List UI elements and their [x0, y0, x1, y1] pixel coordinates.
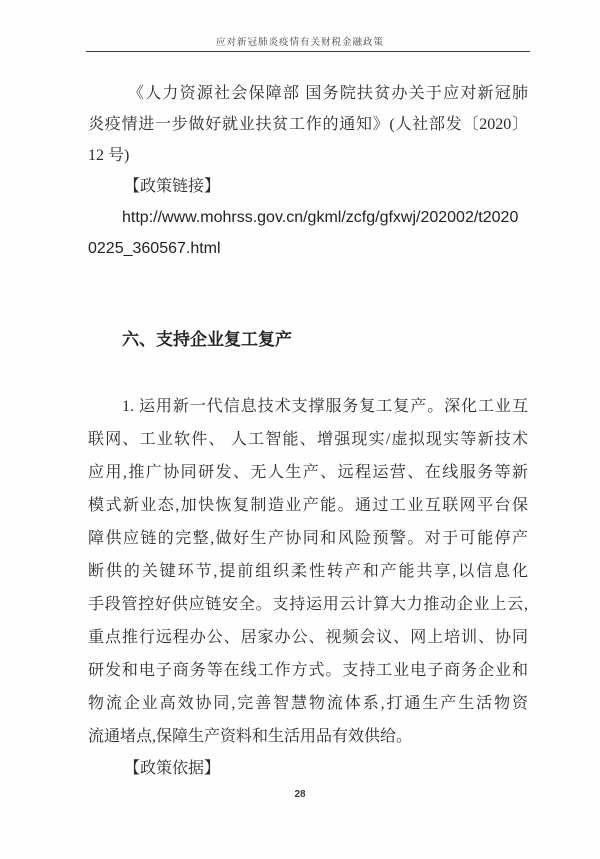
body-paragraph-line: 联网、工业软件、 人工智能、增强现实/虚拟现实等新技术 [88, 431, 528, 448]
header-rule [86, 51, 530, 52]
body-paragraph-line: 1. 运用新一代信息技术支撑服务复工复产。深化工业互 [122, 398, 528, 415]
notice-title-line: 12 号) [88, 147, 130, 164]
body-paragraph-line: 应用,推广协同研发、无人生产、远程运营、在线服务等新 [88, 464, 528, 481]
policy-link-label: 【政策链接】 [124, 178, 221, 195]
notice-title-line: 炎疫情进一步做好就业扶贫工作的通知》(人社部发〔2020〕 [88, 116, 528, 133]
page-header-title: 应对新冠肺炎疫情有关财税金融政策 [215, 38, 384, 48]
body-paragraph-line: 障供应链的完整,做好生产协同和风险预警。对于可能停产 [88, 530, 528, 547]
section-heading: 六、支持企业复工复产 [122, 330, 292, 349]
policy-url-line: http://www.mohrss.gov.cn/gkml/zcfg/gfxwj/202002/t2020 [122, 209, 519, 226]
body-paragraph-line: 重点推行远程办公、居家办公、视频会议、网上培训、协同 [88, 629, 528, 646]
body-paragraph-line: 物流企业高效协同,完善智慧物流体系,打通生产生活物资 [88, 695, 528, 712]
policy-basis-label: 【政策依据】 [124, 760, 221, 777]
policy-url-line: 0225_360567.html [88, 240, 221, 257]
page-content [88, 78, 528, 784]
body-paragraph-line: 流通堵点,保障生产资料和生活用品有效供给。 [88, 728, 413, 745]
body-paragraph-line: 模式新业态,加快恢复制造业产能。通过工业互联网平台保 [88, 497, 528, 514]
body-paragraph-line: 手段管控好供应链安全。支持运用云计算大力推动企业上云, [88, 596, 528, 613]
body-paragraph-line: 断供的关键环节,提前组织柔性转产和产能共享,以信息化 [88, 563, 528, 580]
page-number: 28 [294, 789, 306, 800]
body-paragraph-line: 研发和电子商务等在线工作方式。支持工业电子商务企业和 [88, 662, 528, 679]
body-paragraph [88, 390, 528, 753]
notice-title-line: 《人力资源社会保障部 国务院扶贫办关于应对新冠肺 [128, 85, 528, 102]
